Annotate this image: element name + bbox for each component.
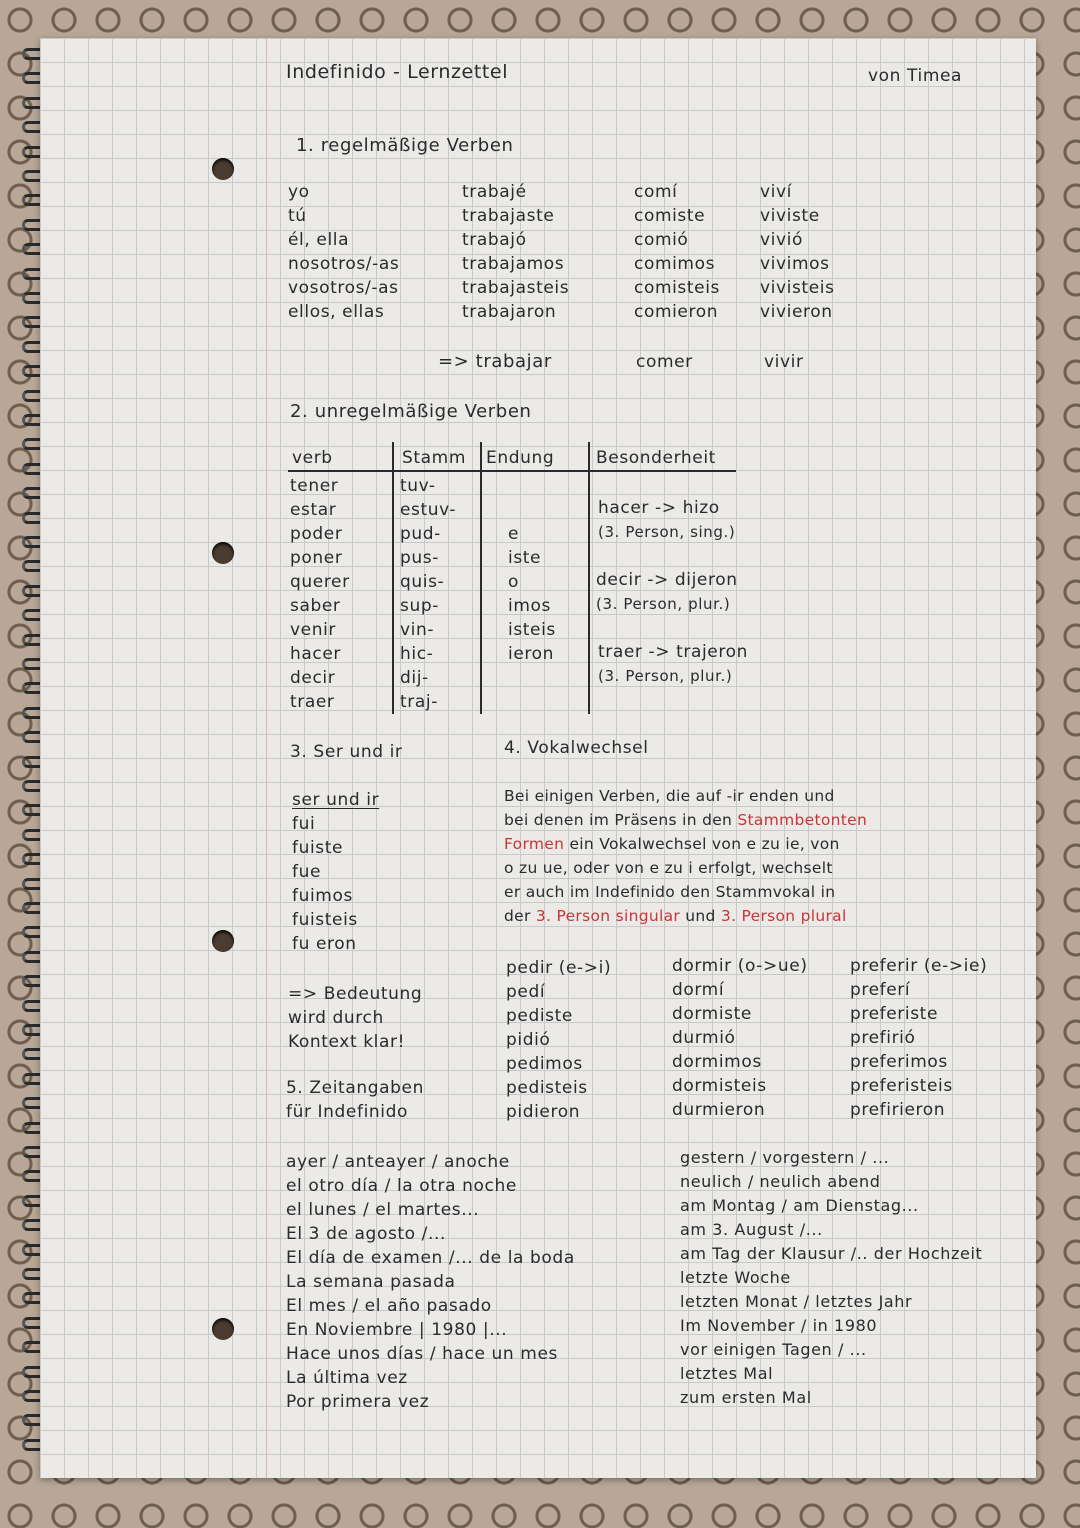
pronoun-list [288, 180, 399, 324]
pronoun: nosotros/-as [288, 254, 400, 274]
time-expression: La última vez [286, 1368, 408, 1388]
ir-form: viviste [760, 206, 820, 226]
ser-ir-form: fui [292, 814, 316, 834]
ending: o [508, 572, 520, 592]
ser-ir-form: fu eron [292, 934, 357, 954]
table-header-besonderheit: Besonderheit [596, 448, 716, 468]
ser-ir-forms [292, 812, 358, 956]
punch-hole [212, 1318, 234, 1340]
ir-form: vivisteis [760, 278, 835, 298]
verb: estar [290, 500, 337, 520]
ser-ir-form: fue [292, 862, 322, 882]
er-form: comí [634, 182, 678, 202]
ser-ir-note: => Bedeutung wird durch Kontext klar! [288, 984, 423, 1052]
stem: sup- [400, 596, 439, 616]
pronoun: él, ella [288, 230, 350, 250]
verb: traer [290, 692, 335, 712]
verb: tener [290, 476, 339, 496]
ir-form: vivimos [760, 254, 830, 274]
section-4-heading: 4. Vokalwechsel [504, 738, 649, 758]
ending: ieron [508, 644, 554, 664]
irregular-stems [400, 474, 456, 714]
table-divider [588, 442, 590, 714]
ser-ir-title: ser und ir [292, 790, 380, 810]
verb: poner [290, 548, 343, 568]
time-translation: neulich / neulich abend [680, 1172, 881, 1191]
ar-infinitive: => trabajar [438, 351, 552, 372]
time-expression: Por primera vez [286, 1392, 430, 1412]
ir-form: vivieron [760, 302, 833, 322]
ser-ir-form: fuisteis [292, 910, 358, 930]
time-expression: Hace unos días / hace un mes [286, 1344, 558, 1364]
pedir-title: pedir (e->i) [506, 958, 612, 978]
verb: decir [290, 668, 336, 688]
punch-hole [212, 158, 234, 180]
time-translation: am Montag / am Dienstag... [680, 1196, 919, 1215]
ar-form: trabajaron [462, 302, 557, 322]
table-divider [480, 442, 482, 714]
ending: isteis [508, 620, 556, 640]
time-expression: El mes / el año pasado [286, 1296, 492, 1316]
note-traer: traer -> trajeron (3. Person, plur.) [598, 642, 748, 685]
time-expression: En Noviembre | 1980 |... [286, 1320, 508, 1340]
time-translation: Im November / in 1980 [680, 1316, 878, 1335]
pronoun: vosotros/-as [288, 278, 399, 298]
time-expression: La semana pasada [286, 1272, 456, 1292]
verb: poder [290, 524, 343, 544]
ar-form: trabajó [462, 230, 527, 250]
pedir-conjugation: pedir (e->i) pedí pediste pidió pedimos pedisteis pidieron [506, 958, 612, 1122]
dormir-conjugation: dormir (o->ue) dormí dormiste durmió dormimos dormisteis durmieron [672, 956, 808, 1120]
time-expression: ayer / anteayer / anoche [286, 1152, 510, 1172]
stem: hic- [400, 644, 434, 664]
er-form: comimos [634, 254, 716, 274]
time-translation: am 3. August /... [680, 1220, 823, 1239]
ir-form: vivió [760, 230, 803, 250]
stem: tuv- [400, 476, 436, 496]
ir-infinitive: vivir [764, 352, 804, 372]
er-form: comieron [634, 302, 719, 322]
verb: venir [290, 620, 337, 640]
note-hacer: hacer -> hizo (3. Person, sing.) [598, 498, 736, 541]
table-header-rule [288, 470, 736, 472]
er-form: comiste [634, 206, 706, 226]
stem: estuv- [400, 500, 457, 520]
table-header-verb: verb [292, 448, 333, 468]
ir-form: viví [760, 182, 792, 202]
page-margin-line [266, 38, 267, 1478]
table-divider [392, 442, 394, 714]
dormir-title: dormir (o->ue) [672, 956, 808, 976]
section-5-heading: 5. Zeitangaben für Indefinido [286, 1078, 424, 1122]
preferir-title: preferir (e->ie) [850, 956, 988, 976]
table-header-endung: Endung [486, 448, 555, 468]
ir-conjugation [760, 180, 835, 324]
time-translation: letzte Woche [680, 1268, 791, 1287]
time-translation: zum ersten Mal [680, 1388, 812, 1407]
ending: imos [508, 596, 551, 616]
vokalwechsel-explanation: Bei einigen Verben, die auf -ir enden und bei denen im Präsens in den Stammbetonten Formen ein Vokalwechsel von e zu ie, von o zu ue, oder von e zu i erfolgt, wechselt er auch im Indefinido den Stammvokal in der 3. Person singular und 3. Person plural [504, 787, 868, 925]
ar-form: trabajaste [462, 206, 555, 226]
stem: pud- [400, 524, 441, 544]
time-expression: el otro día / la otra noche [286, 1176, 517, 1196]
punch-hole [212, 930, 234, 952]
irregular-endings [508, 522, 556, 666]
time-translation: vor einigen Tagen / ... [680, 1340, 867, 1359]
page-title: Indefinido - Lernzettel [286, 61, 509, 83]
ar-conjugation [462, 180, 569, 324]
note-decir: decir -> dijeron (3. Person, plur.) [596, 570, 738, 613]
author-note: von Timea [868, 66, 963, 86]
er-infinitive: comer [636, 352, 693, 372]
time-translation: gestern / vorgestern / ... [680, 1148, 890, 1167]
time-expressions-german [680, 1146, 982, 1410]
stem: pus- [400, 548, 439, 568]
er-form: comió [634, 230, 689, 250]
stem: quis- [400, 572, 445, 592]
verb: hacer [290, 644, 341, 664]
ser-ir-form: fuiste [292, 838, 344, 858]
section-3-heading: 3. Ser und ir [290, 742, 403, 762]
pronoun: yo [288, 182, 310, 202]
time-translation: letztes Mal [680, 1364, 774, 1383]
time-expression: el lunes / el martes... [286, 1200, 480, 1220]
ar-form: trabajé [462, 182, 527, 202]
preferir-conjugation: preferir (e->ie) preferí preferiste prefirió preferimos preferisteis prefirieron [850, 956, 988, 1120]
ending: iste [508, 548, 542, 568]
stem: dij- [400, 668, 429, 688]
ar-form: trabajamos [462, 254, 565, 274]
verb: querer [290, 572, 350, 592]
punch-hole [212, 542, 234, 564]
ser-ir-form: fuimos [292, 886, 353, 906]
section-1-heading: 1. regelmäßige Verben [296, 135, 514, 156]
time-expression: El 3 de agosto /... [286, 1224, 447, 1244]
pronoun: tú [288, 206, 307, 226]
notebook-page [40, 38, 1036, 1478]
verb: saber [290, 596, 341, 616]
time-translation: am Tag der Klausur /.. der Hochzeit [680, 1244, 983, 1263]
ending: e [508, 524, 520, 544]
er-form: comisteis [634, 278, 720, 298]
er-conjugation [634, 180, 720, 324]
stem: vin- [400, 620, 435, 640]
stem: traj- [400, 692, 438, 712]
time-translation: letzten Monat / letztes Jahr [680, 1292, 913, 1311]
time-expressions-spanish [286, 1150, 575, 1414]
table-header-stamm: Stamm [402, 448, 466, 468]
section-2-heading: 2. unregelmäßige Verben [290, 401, 532, 422]
pronoun: ellos, ellas [288, 302, 385, 322]
time-expression: El día de examen /... de la boda [286, 1248, 575, 1268]
irregular-verbs [290, 474, 350, 714]
ar-form: trabajasteis [462, 278, 570, 298]
